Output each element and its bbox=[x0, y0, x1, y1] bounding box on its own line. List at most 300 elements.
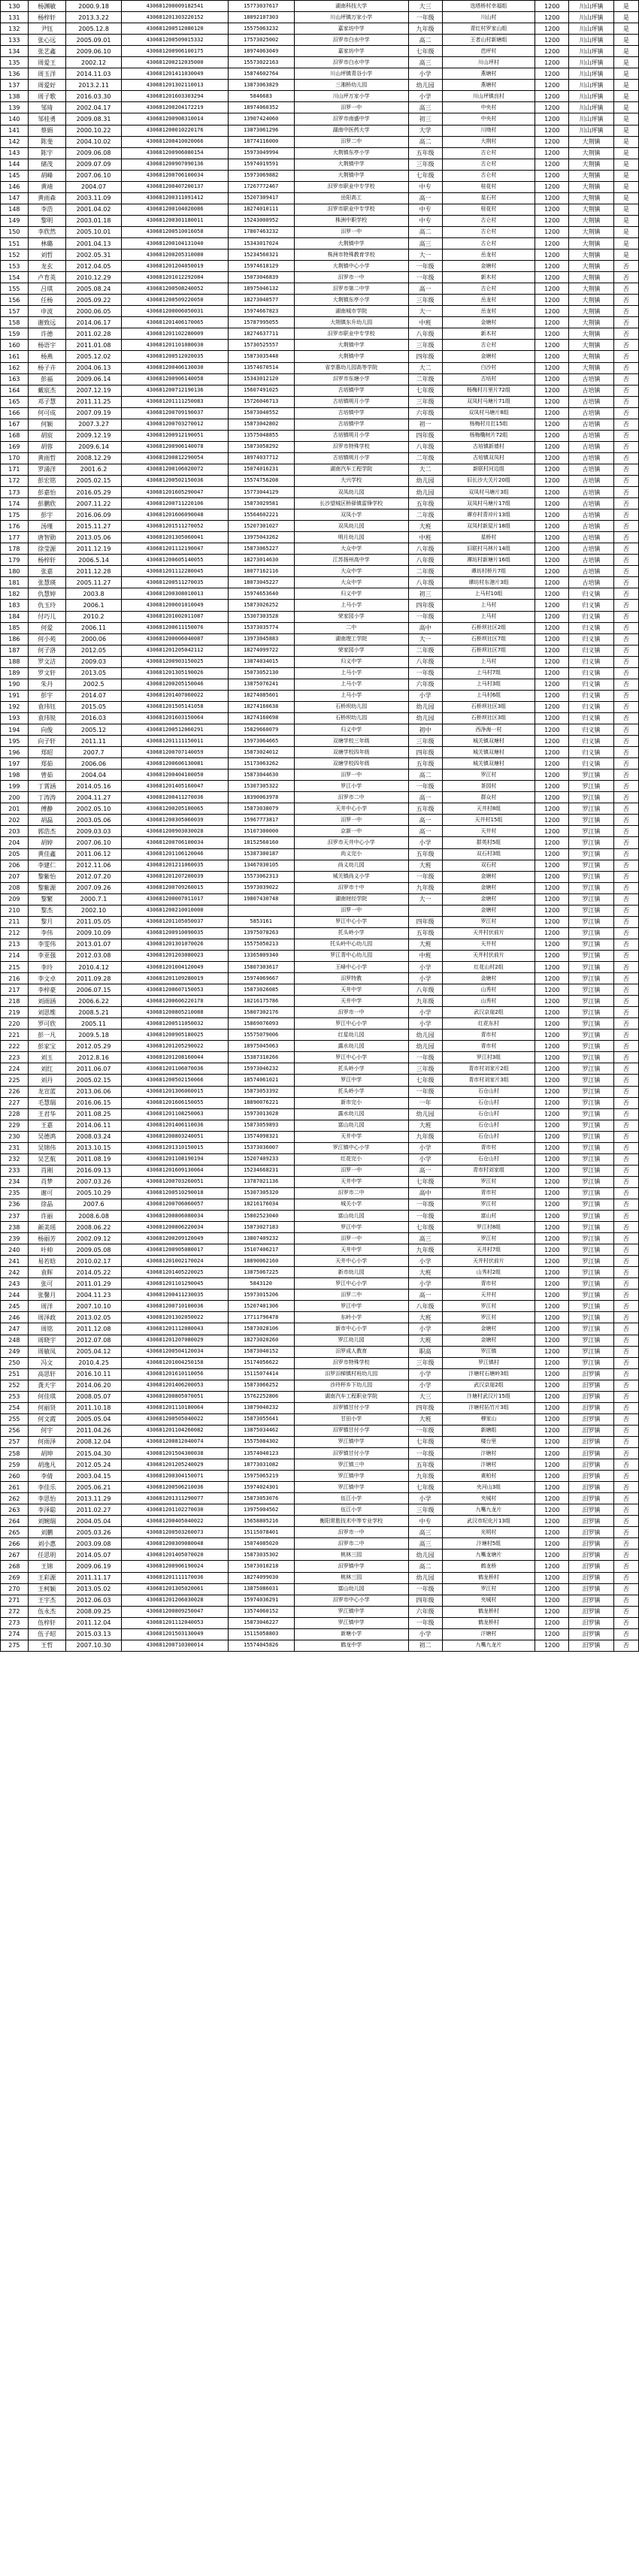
birth-date-cell: 2005.11.27 bbox=[65, 577, 122, 588]
subsidy-amount-cell: 1200 bbox=[535, 192, 569, 204]
row-index-cell: 269 bbox=[1, 1572, 29, 1583]
birth-date-cell: 2012.07.20 bbox=[65, 871, 122, 882]
student-name-cell: 黄靖 bbox=[28, 181, 65, 192]
phone-number-cell: 15974653640 bbox=[228, 588, 294, 600]
subsidy-amount-cell: 1200 bbox=[535, 170, 569, 181]
id-number-cell: 430681201305060041 bbox=[122, 532, 228, 543]
subsidy-amount-cell: 1200 bbox=[535, 136, 569, 147]
row-index-cell: 162 bbox=[1, 362, 29, 373]
home-address-cell: 双凤村马塘片17组 bbox=[442, 498, 535, 509]
table-row bbox=[1, 35, 639, 46]
row-index-cell: 185 bbox=[1, 622, 29, 633]
home-address-cell: 上马村 bbox=[442, 611, 535, 622]
birth-date-cell: 2007.7 bbox=[65, 747, 122, 758]
subsidy-amount-cell: 1200 bbox=[535, 600, 569, 611]
subsidy-amount-cell: 1200 bbox=[535, 1041, 569, 1052]
row-index-cell: 146 bbox=[1, 181, 29, 192]
town-cell: 罗江镇 bbox=[569, 1097, 613, 1108]
id-number-cell: 430681200905080017 bbox=[122, 1244, 228, 1256]
town-cell: 汨罗镇 bbox=[569, 1471, 613, 1482]
student-name-cell: 刘雨涵 bbox=[28, 996, 65, 1007]
subsidy-amount-cell: 1200 bbox=[535, 566, 569, 577]
id-number-cell: 430681201112280045 bbox=[122, 566, 228, 577]
student-name-cell: 任思明 bbox=[28, 1550, 65, 1561]
home-address-cell: 罗江村 bbox=[442, 1233, 535, 1244]
phone-number-cell: 15234560321 bbox=[228, 249, 294, 261]
student-name-cell: 李玲 bbox=[28, 961, 65, 972]
table-row bbox=[1, 1007, 639, 1018]
table-row bbox=[1, 1086, 639, 1097]
home-address-cell: 新木村 bbox=[442, 272, 535, 283]
table-row bbox=[1, 1267, 639, 1278]
grade-cell: 五年级 bbox=[408, 498, 442, 509]
subsidy-amount-cell: 1200 bbox=[535, 147, 569, 159]
table-row bbox=[1, 690, 639, 701]
town-cell: 古培镇 bbox=[569, 385, 613, 396]
student-name-cell: 刘丹 bbox=[28, 1075, 65, 1086]
row-index-cell: 191 bbox=[1, 690, 29, 701]
grade-cell: 一年级 bbox=[408, 12, 442, 23]
flag-cell: 是 bbox=[613, 192, 638, 204]
birth-date-cell: 2004.11.23 bbox=[65, 1290, 122, 1301]
id-number-cell: 430681201605290047 bbox=[122, 487, 228, 498]
town-cell: 古培镇 bbox=[569, 430, 613, 441]
table-row bbox=[1, 555, 639, 566]
subsidy-amount-cell: 1200 bbox=[535, 577, 569, 588]
student-name-cell: 黎杰 bbox=[28, 905, 65, 916]
town-cell: 归义镇 bbox=[569, 736, 613, 747]
row-index-cell: 130 bbox=[1, 1, 29, 12]
school-name-cell: 汨罗一中 bbox=[294, 1233, 408, 1244]
table-row bbox=[1, 272, 639, 283]
row-index-cell: 159 bbox=[1, 328, 29, 340]
school-name-cell: 桃林三园 bbox=[294, 1572, 408, 1583]
row-index-cell: 140 bbox=[1, 113, 29, 125]
id-number-cell: 430681201101290045 bbox=[122, 1278, 228, 1290]
row-index-cell: 138 bbox=[1, 91, 29, 102]
birth-date-cell: 2008.6.08 bbox=[65, 1211, 122, 1222]
id-number-cell: 430681201111250083 bbox=[122, 396, 228, 407]
phone-number-cell: 18974037712 bbox=[228, 452, 294, 464]
school-name-cell: 双塘学校四年级 bbox=[294, 747, 408, 758]
table-row bbox=[1, 1131, 639, 1142]
town-cell: 罗江镇 bbox=[569, 1007, 613, 1018]
student-name-cell: 周敏凤 bbox=[28, 1346, 65, 1357]
home-address-cell: 石仓山村 bbox=[442, 1153, 535, 1165]
flag-cell: 否 bbox=[613, 1131, 638, 1142]
town-cell: 古培镇 bbox=[569, 532, 613, 543]
birth-date-cell: 2008.5.21 bbox=[65, 1007, 122, 1018]
phone-number-cell: 15873053076 bbox=[228, 1493, 294, 1504]
student-name-cell: 杨梓轩 bbox=[28, 555, 65, 566]
phone-number-cell: 15873042802 bbox=[228, 419, 294, 430]
row-index-cell: 222 bbox=[1, 1041, 29, 1052]
town-cell: 归义镇 bbox=[569, 600, 613, 611]
grade-cell: 二年级 bbox=[408, 509, 442, 521]
id-number-cell: 430681200405040022 bbox=[122, 1516, 228, 1527]
student-name-cell: 傅静 bbox=[28, 803, 65, 815]
student-name-cell: 王嘉 bbox=[28, 1120, 65, 1131]
flag-cell: 否 bbox=[613, 577, 638, 588]
flag-cell: 否 bbox=[613, 1606, 638, 1617]
phone-number-cell: 17807463232 bbox=[228, 226, 294, 237]
school-name-cell: 城关小学 bbox=[294, 1199, 408, 1210]
home-address-cell: 川山坪镇良村 bbox=[442, 91, 535, 102]
birth-date-cell: 2009.06.10 bbox=[65, 46, 122, 57]
home-address-cell: 青市村 bbox=[442, 1029, 535, 1041]
id-number-cell: 430681200709260015 bbox=[122, 882, 228, 893]
school-name-cell: 罗江镇中心小学 bbox=[294, 1142, 408, 1153]
student-name-cell: 彭嘉怡 bbox=[28, 487, 65, 498]
town-cell: 归义镇 bbox=[569, 611, 613, 622]
school-name-cell: 汨罗市一中 bbox=[294, 1527, 408, 1538]
phone-number-cell: 18890076221 bbox=[228, 1097, 294, 1108]
table-row bbox=[1, 1402, 639, 1413]
school-name-cell: 王峰中心小学 bbox=[294, 961, 408, 972]
subsidy-amount-cell: 1200 bbox=[535, 487, 569, 498]
phone-number-cell: 5846683 bbox=[228, 91, 294, 102]
school-name-cell: 二中 bbox=[294, 622, 408, 633]
table-row bbox=[1, 781, 639, 792]
subsidy-amount-cell: 1200 bbox=[535, 1097, 569, 1108]
row-index-cell: 271 bbox=[1, 1595, 29, 1606]
id-number-cell: 430681200606220178 bbox=[122, 996, 228, 1007]
school-name-cell: 露水幼儿园 bbox=[294, 1108, 408, 1120]
table-row bbox=[1, 1153, 639, 1165]
table-row bbox=[1, 159, 639, 170]
row-index-cell: 195 bbox=[1, 736, 29, 747]
flag-cell: 否 bbox=[613, 1233, 638, 1244]
table-row bbox=[1, 351, 639, 362]
table-row bbox=[1, 1199, 639, 1210]
home-address-cell: 岳龙村 bbox=[442, 306, 535, 317]
grade-cell bbox=[408, 905, 442, 916]
flag-cell: 是 bbox=[613, 46, 638, 57]
town-cell: 罗江镇 bbox=[569, 916, 613, 927]
subsidy-amount-cell: 1200 bbox=[535, 1312, 569, 1323]
phone-number-cell: 15807303617 bbox=[228, 961, 294, 972]
id-number-cell: 430681200411230035 bbox=[122, 1290, 228, 1301]
row-index-cell: 179 bbox=[1, 555, 29, 566]
grade-cell: 初三 bbox=[408, 113, 442, 125]
school-name-cell: 罗江镇中学 bbox=[294, 1436, 408, 1447]
subsidy-amount-cell: 1200 bbox=[535, 1482, 569, 1493]
home-address-cell: 九嘴龙塘片 bbox=[442, 1550, 535, 1561]
flag-cell: 否 bbox=[613, 452, 638, 464]
grade-cell: 大班 bbox=[408, 939, 442, 950]
town-cell: 大荆镇 bbox=[569, 306, 613, 317]
school-name-cell: 汨罗镇甘付小学 bbox=[294, 1448, 408, 1459]
row-index-cell: 264 bbox=[1, 1516, 29, 1527]
id-number-cell: 430681201302050022 bbox=[122, 1312, 228, 1323]
grade-cell: 八年级 bbox=[408, 555, 442, 566]
phone-number-cell: 18073045227 bbox=[228, 577, 294, 588]
birth-date-cell: 2011.06.12 bbox=[65, 848, 122, 860]
town-cell: 罗江镇 bbox=[569, 848, 613, 860]
grade-cell: 一年级 bbox=[408, 1583, 442, 1595]
row-index-cell: 210 bbox=[1, 905, 29, 916]
town-cell: 罗江镇 bbox=[569, 882, 613, 893]
phone-number-cell: 13973045883 bbox=[228, 633, 294, 645]
birth-date-cell: 2015.04.30 bbox=[65, 1448, 122, 1459]
phone-number-cell: 15829660079 bbox=[228, 724, 294, 736]
grade-cell: 幼儿园 bbox=[408, 1041, 442, 1052]
grade-cell: 高二 bbox=[408, 35, 442, 46]
subsidy-amount-cell: 1200 bbox=[535, 396, 569, 407]
flag-cell: 是 bbox=[613, 181, 638, 192]
birth-date-cell: 2005.09.22 bbox=[65, 295, 122, 306]
town-cell: 大荆镇 bbox=[569, 215, 613, 226]
phone-number-cell: 15973015206 bbox=[228, 1290, 294, 1301]
phone-number-cell: 15243000952 bbox=[228, 215, 294, 226]
grade-cell: 中专 bbox=[408, 204, 442, 215]
flag-cell: 是 bbox=[613, 237, 638, 249]
subsidy-amount-cell: 1200 bbox=[535, 633, 569, 645]
birth-date-cell: 2006.1 bbox=[65, 600, 122, 611]
grade-cell: 高二 bbox=[408, 136, 442, 147]
id-number-cell: 430681200606130081 bbox=[122, 758, 228, 769]
phone-number-cell: 18975046132 bbox=[228, 283, 294, 295]
school-name-cell: 上马小学 bbox=[294, 690, 408, 701]
town-cell: 大荆镇 bbox=[569, 181, 613, 192]
flag-cell: 是 bbox=[613, 249, 638, 261]
phone-number-cell: 15107300000 bbox=[228, 826, 294, 837]
school-name-cell: 富山幼儿园 bbox=[294, 1120, 408, 1131]
town-cell: 罗江镇 bbox=[569, 792, 613, 803]
birth-date-cell: 2004.07 bbox=[65, 181, 122, 192]
id-number-cell: 430681201112040053 bbox=[122, 1617, 228, 1628]
school-name-cell: 罗江小学 bbox=[294, 781, 408, 792]
row-index-cell: 169 bbox=[1, 441, 29, 452]
school-name-cell: 湖南理工学院 bbox=[294, 633, 408, 645]
home-address-cell: 罗江村 bbox=[442, 1301, 535, 1312]
row-index-cell: 231 bbox=[1, 1142, 29, 1153]
phone-number-cell: 15658805216 bbox=[228, 1516, 294, 1527]
school-name-cell: 嘉家坊中学 bbox=[294, 46, 408, 57]
id-number-cell: 430681200907090136 bbox=[122, 159, 228, 170]
table-row bbox=[1, 961, 639, 972]
town-cell: 归义镇 bbox=[569, 712, 613, 724]
student-name-cell: 彭一凡 bbox=[28, 1029, 65, 1041]
grade-cell: 大三 bbox=[408, 1391, 442, 1402]
row-index-cell: 233 bbox=[1, 1165, 29, 1176]
table-row bbox=[1, 984, 639, 996]
grade-cell: 中班 bbox=[408, 532, 442, 543]
subsidy-amount-cell: 1200 bbox=[535, 351, 569, 362]
school-name-cell: 汨罗一中 bbox=[294, 769, 408, 781]
id-number-cell: 430681200204172219 bbox=[122, 102, 228, 113]
id-number-cell: 430681201208160044 bbox=[122, 1052, 228, 1063]
subsidy-amount-cell: 1200 bbox=[535, 1391, 569, 1402]
phone-number-cell: 15307305320 bbox=[228, 1187, 294, 1199]
id-number-cell: 430681200812040074 bbox=[122, 1436, 228, 1447]
subsidy-amount-cell: 1200 bbox=[535, 1278, 569, 1290]
school-name-cell: 湖南科技大学 bbox=[294, 1, 408, 12]
phone-number-cell: 15074016231 bbox=[228, 464, 294, 475]
row-index-cell: 147 bbox=[1, 192, 29, 204]
row-index-cell: 221 bbox=[1, 1029, 29, 1041]
school-name-cell: 汨罗市职业中专学校 bbox=[294, 328, 408, 340]
student-name-cell: 邹琦 bbox=[28, 102, 65, 113]
student-name-cell: 胡宸 bbox=[28, 430, 65, 441]
birth-date-cell: 2012.03.08 bbox=[65, 950, 122, 961]
home-address-cell: 汴塘村拓竹片3组 bbox=[442, 1402, 535, 1413]
student-name-cell: 易若晗 bbox=[28, 1256, 65, 1267]
town-cell: 罗江镇 bbox=[569, 939, 613, 950]
phone-number-cell: 15974618129 bbox=[228, 261, 294, 272]
school-name-cell: 归义中学 bbox=[294, 656, 408, 667]
row-index-cell: 131 bbox=[1, 12, 29, 23]
school-name-cell: 大众中学 bbox=[294, 543, 408, 555]
flag-cell: 是 bbox=[613, 147, 638, 159]
grade-cell: 大班 bbox=[408, 521, 442, 532]
id-number-cell: 430681201310150015 bbox=[122, 1142, 228, 1153]
grade-cell: 六年级 bbox=[408, 679, 442, 690]
school-name-cell: 罗江幼儿园 bbox=[294, 1335, 408, 1346]
table-row bbox=[1, 46, 639, 57]
school-name-cell: 罗江中学 bbox=[294, 1222, 408, 1233]
subsidy-amount-cell: 1200 bbox=[535, 91, 569, 102]
school-name-cell: 湖南城市学院 bbox=[294, 306, 408, 317]
row-index-cell: 200 bbox=[1, 792, 29, 803]
home-address-cell: 武汉京崖2组 bbox=[442, 1380, 535, 1391]
flag-cell: 否 bbox=[613, 1086, 638, 1097]
row-index-cell: 229 bbox=[1, 1120, 29, 1131]
student-name-cell: 李梓豪 bbox=[28, 984, 65, 996]
table-row bbox=[1, 57, 639, 68]
phone-number-cell: 15107406217 bbox=[228, 1244, 294, 1256]
row-index-cell: 220 bbox=[1, 1018, 29, 1029]
row-index-cell: 224 bbox=[1, 1063, 29, 1075]
school-name-cell: 双塘学校三年级 bbox=[294, 736, 408, 747]
id-number-cell: 430681200809250047 bbox=[122, 1606, 228, 1617]
row-index-cell: 228 bbox=[1, 1108, 29, 1120]
subsidy-amount-cell: 1200 bbox=[535, 1550, 569, 1561]
home-address-cell: 燕塘村 bbox=[442, 68, 535, 80]
home-address-cell: 城关镇双塘村 bbox=[442, 747, 535, 758]
table-row bbox=[1, 1244, 639, 1256]
student-name-cell: 李伟 bbox=[28, 927, 65, 939]
birth-date-cell: 2011.08.25 bbox=[65, 1108, 122, 1120]
phone-number-cell: 18092107303 bbox=[228, 12, 294, 23]
school-name-cell: 上马小学 bbox=[294, 667, 408, 679]
birth-date-cell: 2016.03.30 bbox=[65, 91, 122, 102]
student-name-cell: 李亚强 bbox=[28, 950, 65, 961]
phone-number-cell: 15575050213 bbox=[228, 939, 294, 950]
table-row bbox=[1, 498, 639, 509]
table-row bbox=[1, 1595, 639, 1606]
town-cell: 汨罗镇 bbox=[569, 1640, 613, 1651]
row-index-cell: 262 bbox=[1, 1493, 29, 1504]
subsidy-amount-cell: 1200 bbox=[535, 543, 569, 555]
subsidy-amount-cell: 1200 bbox=[535, 1211, 569, 1222]
student-name-cell: 许德 bbox=[28, 328, 65, 340]
town-cell: 大荆镇 bbox=[569, 237, 613, 249]
town-cell: 川山坪镇 bbox=[569, 91, 613, 102]
subsidy-amount-cell: 1200 bbox=[535, 656, 569, 667]
grade-cell: 三年级 bbox=[408, 736, 442, 747]
grade-cell: 二年级 bbox=[408, 452, 442, 464]
id-number-cell: 430681201406110036 bbox=[122, 1120, 228, 1131]
flag-cell: 否 bbox=[613, 543, 638, 555]
student-name-cell: 刘思维 bbox=[28, 1007, 65, 1018]
town-cell: 罗江镇 bbox=[569, 803, 613, 815]
student-name-cell: 向俊 bbox=[28, 724, 65, 736]
birth-date-cell: 2000.10.22 bbox=[65, 125, 122, 136]
school-name-cell: 汨罗成人教育 bbox=[294, 1346, 408, 1357]
phone-number-cell: 15073040552 bbox=[228, 407, 294, 419]
id-number-cell: 430681201504300038 bbox=[122, 1448, 228, 1459]
phone-number-cell: 13875086031 bbox=[228, 1583, 294, 1595]
table-row bbox=[1, 1, 639, 12]
id-number-cell: 430681200505040022 bbox=[122, 1413, 228, 1425]
student-name-cell: 张馨月 bbox=[28, 1290, 65, 1301]
birth-date-cell: 2003.11.09 bbox=[65, 192, 122, 204]
subsidy-amount-cell: 1200 bbox=[535, 1335, 569, 1346]
birth-date-cell: 2007.09.26 bbox=[65, 882, 122, 893]
phone-number-cell: 15973064665 bbox=[228, 736, 294, 747]
town-cell: 汨罗镇 bbox=[569, 1391, 613, 1402]
birth-date-cell: 2006.5.14 bbox=[65, 555, 122, 566]
grade-cell: 五年级 bbox=[408, 758, 442, 769]
birth-date-cell: 2011.04.26 bbox=[65, 1425, 122, 1436]
grade-cell: 小学 bbox=[408, 1007, 442, 1018]
grade-cell: 高二 bbox=[408, 769, 442, 781]
phone-number-cell: 15873028106 bbox=[228, 1323, 294, 1335]
school-name-cell: 尚义完小 bbox=[294, 848, 408, 860]
grade-cell: 大班 bbox=[408, 1335, 442, 1346]
student-name-cell: 王锦 bbox=[28, 1561, 65, 1572]
table-row bbox=[1, 1346, 639, 1357]
flag-cell: 否 bbox=[613, 1436, 638, 1447]
row-index-cell: 155 bbox=[1, 283, 29, 295]
grade-cell: 大一 bbox=[408, 633, 442, 645]
phone-number-cell: 13975078263 bbox=[228, 927, 294, 939]
id-number-cell: 430681200601010049 bbox=[122, 600, 228, 611]
grade-cell: 四年级 bbox=[408, 351, 442, 362]
home-address-cell: 石桥坝社区2组 bbox=[442, 622, 535, 633]
birth-date-cell: 2016.06.15 bbox=[65, 1097, 122, 1108]
town-cell: 汨罗镇 bbox=[569, 1617, 613, 1628]
birth-date-cell: 2005.08.24 bbox=[65, 283, 122, 295]
grade-cell: 二年级 bbox=[408, 373, 442, 385]
school-name-cell: 汨罗一中 bbox=[294, 102, 408, 113]
row-index-cell: 137 bbox=[1, 80, 29, 91]
home-address-cell: 上马村6组 bbox=[442, 690, 535, 701]
subsidy-amount-cell: 1200 bbox=[535, 1595, 569, 1606]
grade-cell: 六年级 bbox=[408, 1606, 442, 1617]
school-name-cell: 大众中学 bbox=[294, 566, 408, 577]
table-row bbox=[1, 102, 639, 113]
phone-number-cell: 18273040577 bbox=[228, 295, 294, 306]
flag-cell: 否 bbox=[613, 1617, 638, 1628]
student-name-cell: 刘小惠 bbox=[28, 1538, 65, 1550]
student-name-cell: 向子轩 bbox=[28, 736, 65, 747]
student-name-cell: 伍梓轩 bbox=[28, 1617, 65, 1628]
birth-date-cell: 2010.4.12 bbox=[65, 961, 122, 972]
row-index-cell: 144 bbox=[1, 159, 29, 170]
school-name-cell: 新市完小 bbox=[294, 1097, 408, 1108]
flag-cell: 否 bbox=[613, 1097, 638, 1108]
subsidy-amount-cell: 1200 bbox=[535, 758, 569, 769]
town-cell: 古培镇 bbox=[569, 509, 613, 521]
town-cell: 古培镇 bbox=[569, 452, 613, 464]
student-name-cell: 袁玮钰 bbox=[28, 701, 65, 712]
birth-date-cell: 2000.06.05 bbox=[65, 306, 122, 317]
home-address-cell: 山秀村 bbox=[442, 996, 535, 1007]
school-name-cell: 汨罗一中 bbox=[294, 1165, 408, 1176]
town-cell: 罗江镇 bbox=[569, 815, 613, 826]
